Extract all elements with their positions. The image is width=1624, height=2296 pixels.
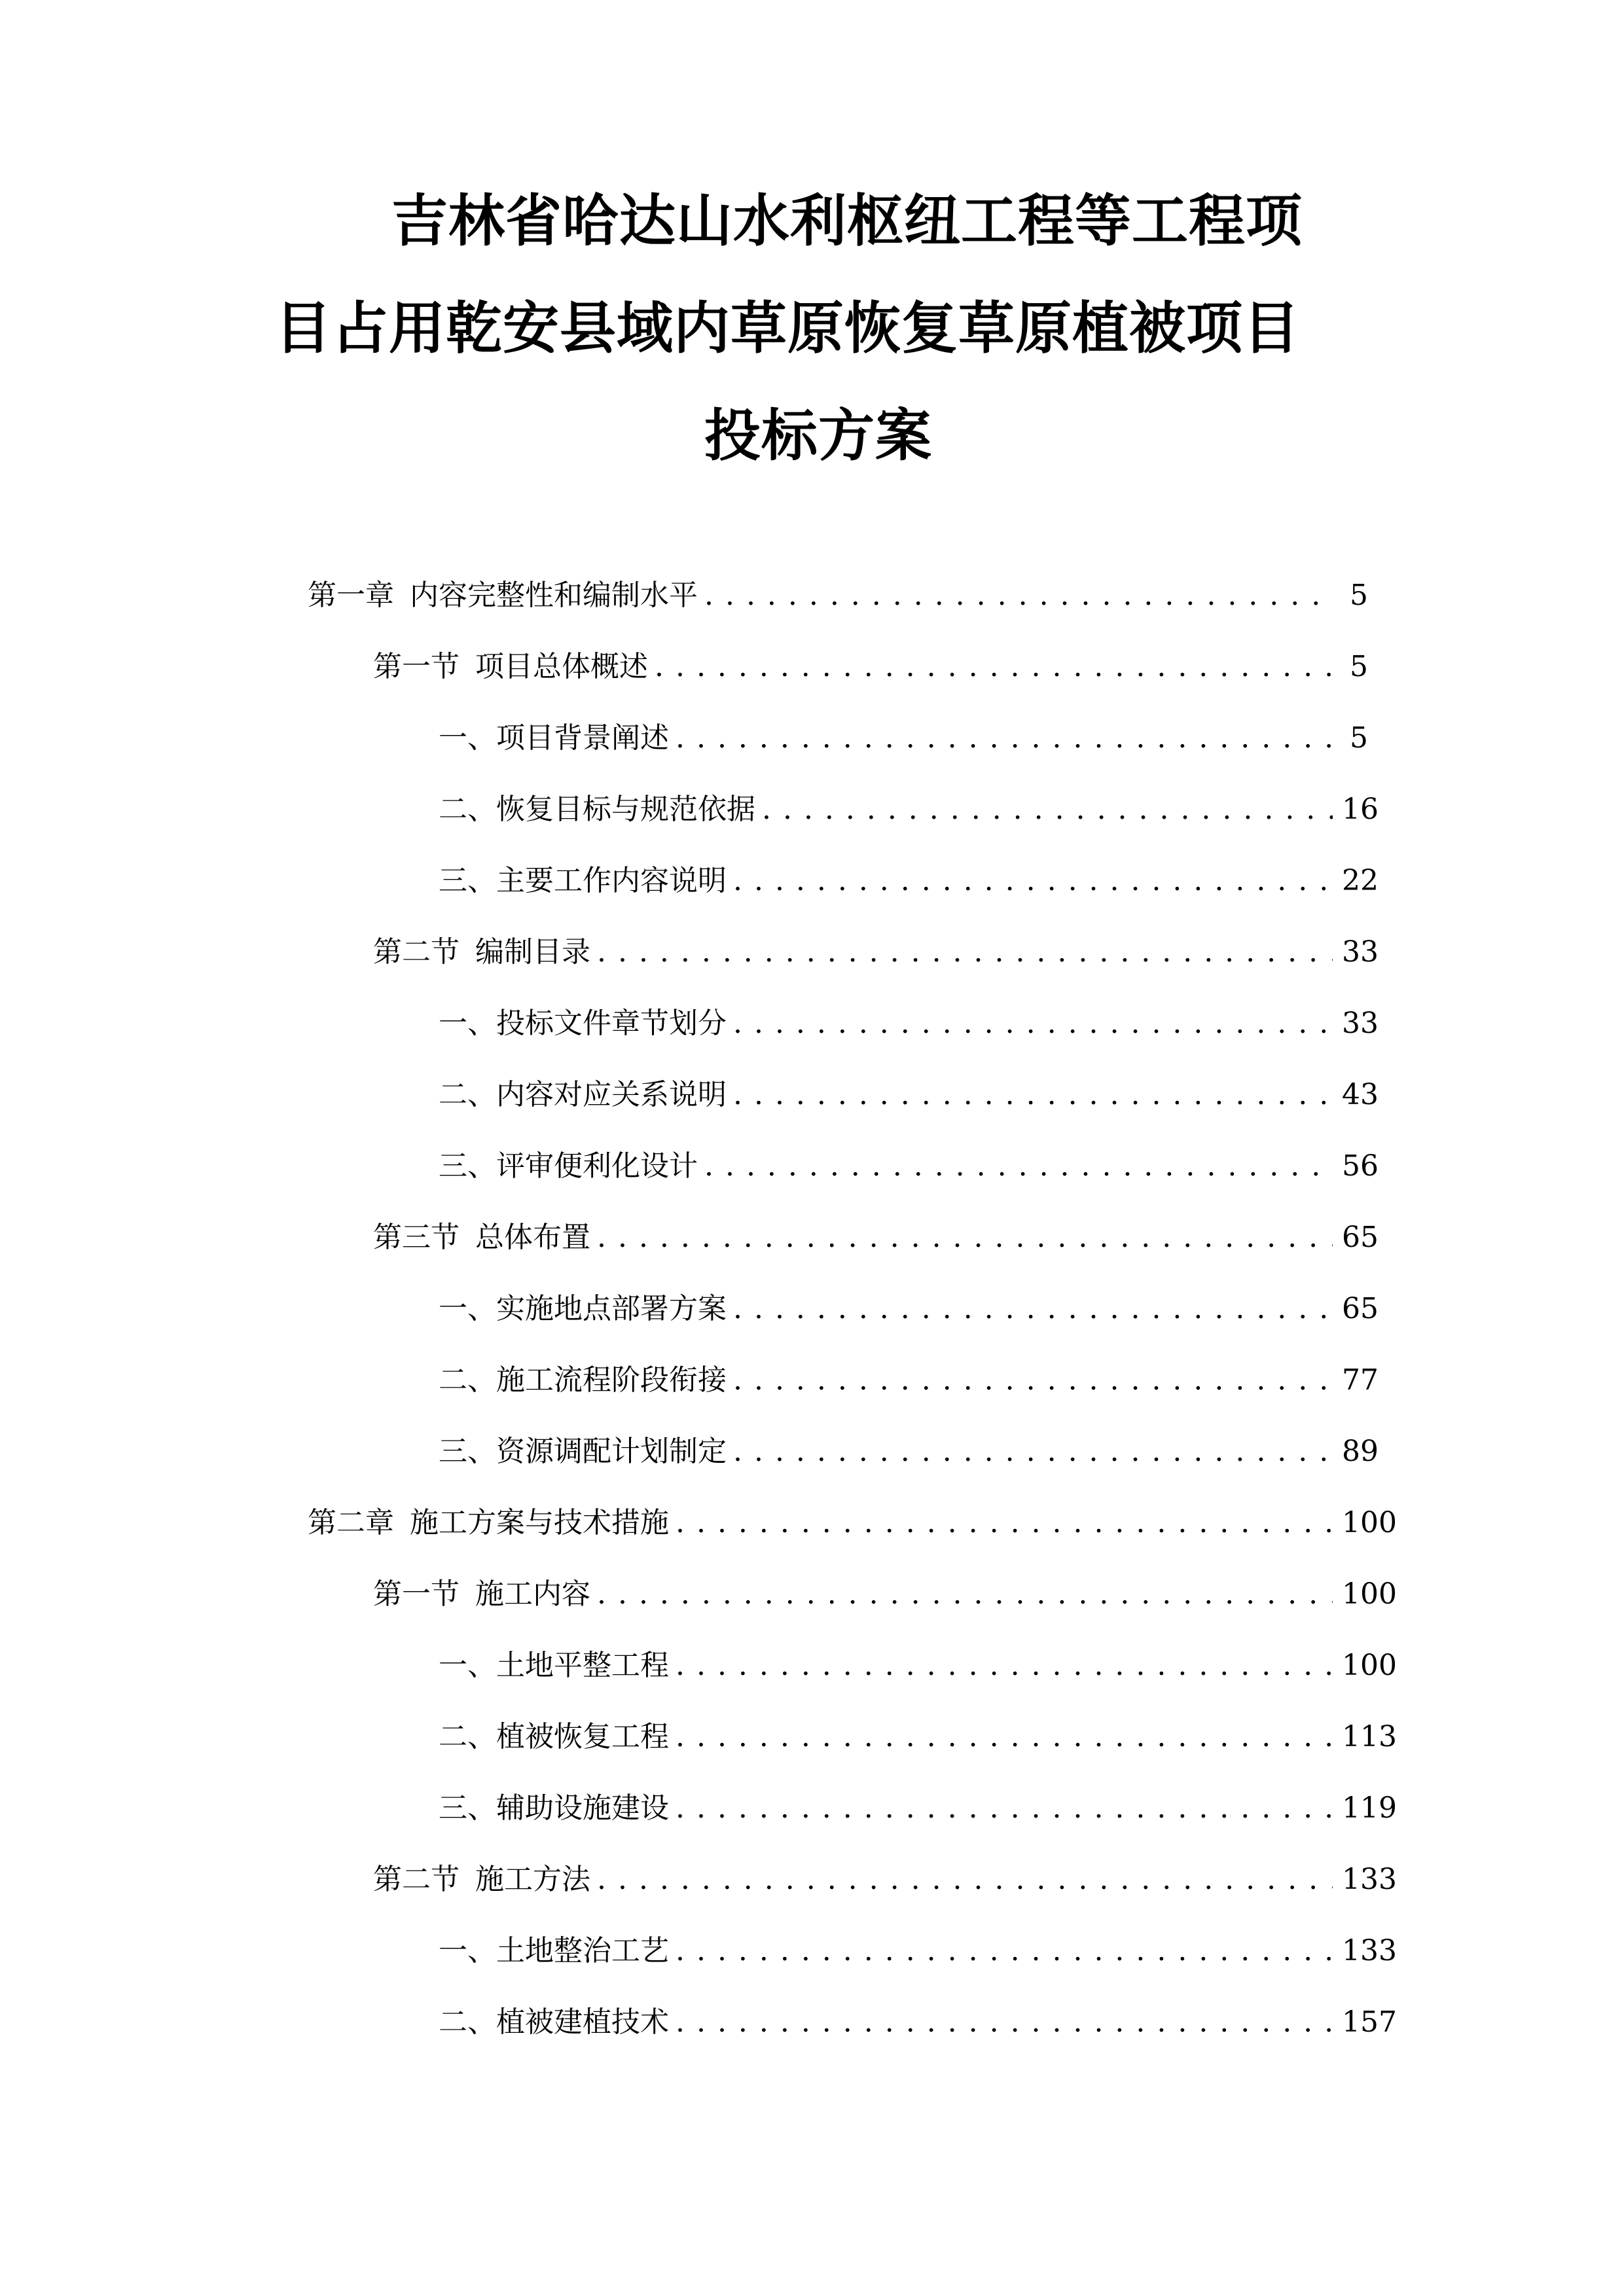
- toc-entry[interactable]: [308, 560, 1368, 631]
- toc-entry-page-number: 133: [1342, 1862, 1397, 1896]
- toc-entry-number: 二、: [439, 1719, 496, 1753]
- toc-entry[interactable]: [308, 1915, 1397, 1986]
- toc-entry-page-number: 5: [1350, 649, 1368, 683]
- toc-entry-title: 植被建植技术: [496, 2005, 669, 2039]
- toc-entry-number: 二、: [439, 792, 496, 826]
- toc-dot-leader: [676, 1646, 1333, 1685]
- toc-dot-leader: [733, 1289, 1333, 1329]
- toc-entry[interactable]: [308, 1701, 1397, 1772]
- toc-dot-leader: [597, 1218, 1333, 1257]
- toc-dot-leader: [676, 1717, 1333, 1757]
- toc-entry-title: 施工方法: [475, 1862, 590, 1896]
- toc-entry-number: 一、: [439, 1006, 496, 1040]
- toc-dot-leader: [676, 1503, 1333, 1543]
- toc-entry-number: 第一节: [373, 649, 460, 683]
- toc-entry-number: 二、: [439, 1077, 496, 1111]
- toc-dot-leader: [733, 1432, 1333, 1471]
- toc-dot-leader: [597, 1575, 1333, 1614]
- toc-entry[interactable]: [308, 1986, 1397, 2058]
- toc-entry-number: 三、: [439, 1791, 496, 1825]
- toc-entry-page-number: 113: [1342, 1719, 1397, 1753]
- toc-entry-number: 三、: [439, 1434, 496, 1468]
- toc-entry-number: 第一章: [308, 578, 394, 612]
- toc-entry-title: 投标文件章节划分: [496, 1006, 727, 1040]
- toc-entry[interactable]: [308, 1772, 1397, 1844]
- toc-entry[interactable]: [308, 916, 1379, 988]
- toc-entry[interactable]: [308, 1630, 1397, 1701]
- toc-entry-page-number: 43: [1342, 1077, 1379, 1111]
- toc-entry-page-number: 100: [1342, 1505, 1397, 1539]
- toc-dot-leader: [704, 1147, 1333, 1186]
- toc-dot-leader: [733, 861, 1333, 901]
- toc-entry[interactable]: [308, 1202, 1379, 1273]
- toc-entry-title: 资源调配计划制定: [496, 1434, 727, 1468]
- toc-entry-title: 植被恢复工程: [496, 1719, 669, 1753]
- toc-entry-page-number: 33: [1342, 1006, 1379, 1040]
- toc-entry-number: 一、: [439, 1933, 496, 1967]
- toc-entry[interactable]: [308, 1844, 1397, 1915]
- toc-dot-leader: [655, 647, 1333, 687]
- toc-entry-number: 第二节: [373, 1862, 460, 1896]
- toc-entry-page-number: 65: [1342, 1291, 1379, 1325]
- toc-entry-number: 一、: [439, 721, 496, 755]
- title-line-1: 吉林省哈达山水利枢纽工程等工程项: [391, 188, 1303, 254]
- toc-entry-page-number: 157: [1342, 2005, 1397, 2039]
- toc-entry-number: 一、: [439, 1291, 496, 1325]
- toc-dot-leader: [676, 1789, 1333, 1828]
- toc-entry-title: 总体布置: [475, 1220, 590, 1254]
- toc-entry-title: 辅助设施建设: [496, 1791, 669, 1825]
- title-line-2: 目占用乾安县域内草原恢复草原植被项目: [275, 296, 1300, 361]
- toc-entry[interactable]: [308, 1059, 1379, 1130]
- toc-entry-number: 三、: [439, 863, 496, 897]
- toc-entry-number: 一、: [439, 1648, 496, 1682]
- toc-entry[interactable]: [308, 1344, 1379, 1416]
- toc-dot-leader: [676, 2003, 1333, 2042]
- toc-entry-number: 二、: [439, 2005, 496, 2039]
- toc-dot-leader: [733, 1004, 1333, 1043]
- toc-entry[interactable]: [308, 1487, 1397, 1558]
- toc-entry-title: 土地整治工艺: [496, 1933, 669, 1967]
- document-title: [268, 188, 1368, 515]
- title-line-3: 投标方案: [704, 403, 932, 469]
- toc-entry-page-number: 16: [1342, 792, 1379, 826]
- toc-entry-title: 施工内容: [475, 1577, 590, 1611]
- toc-entry-page-number: 33: [1342, 935, 1379, 969]
- toc-entry-number: 第二节: [373, 935, 460, 969]
- toc-entry-title: 主要工作内容说明: [496, 863, 727, 897]
- toc-dot-leader: [704, 576, 1333, 615]
- toc-entry-page-number: 65: [1342, 1220, 1379, 1254]
- toc-entry[interactable]: [308, 702, 1368, 774]
- toc-entry-title: 内容完整性和编制水平: [410, 578, 698, 612]
- toc-entry[interactable]: [308, 845, 1379, 916]
- toc-entry-title: 内容对应关系说明: [496, 1077, 727, 1111]
- toc-entry[interactable]: [308, 988, 1379, 1059]
- toc-entry-page-number: 100: [1342, 1648, 1397, 1682]
- toc-entry-page-number: 119: [1342, 1791, 1397, 1825]
- toc-dot-leader: [597, 933, 1333, 972]
- toc-entry[interactable]: [308, 1558, 1397, 1630]
- toc-dot-leader: [733, 1361, 1333, 1400]
- toc-entry-page-number: 89: [1342, 1434, 1379, 1468]
- toc-entry-page-number: 77: [1342, 1363, 1379, 1397]
- table-of-contents: [308, 560, 1397, 2058]
- toc-entry[interactable]: [308, 1273, 1379, 1344]
- toc-entry-page-number: 56: [1342, 1149, 1379, 1183]
- toc-entry-title: 施工方案与技术措施: [410, 1505, 669, 1539]
- toc-entry-title: 项目总体概述: [475, 649, 648, 683]
- toc-entry-number: 二、: [439, 1363, 496, 1397]
- toc-entry-title: 项目背景阐述: [496, 721, 669, 755]
- toc-entry-page-number: 100: [1342, 1577, 1397, 1611]
- toc-entry[interactable]: [308, 631, 1368, 702]
- toc-entry[interactable]: [308, 1416, 1379, 1487]
- toc-entry-page-number: 22: [1342, 863, 1379, 897]
- toc-entry-title: 施工流程阶段衔接: [496, 1363, 727, 1397]
- toc-dot-leader: [762, 790, 1333, 829]
- toc-entry-page-number: 133: [1342, 1933, 1397, 1967]
- toc-entry-title: 编制目录: [475, 935, 590, 969]
- toc-dot-leader: [733, 1075, 1333, 1115]
- toc-entry-title: 评审便利化设计: [496, 1149, 698, 1183]
- toc-entry-number: 第一节: [373, 1577, 460, 1611]
- toc-entry[interactable]: [308, 774, 1379, 845]
- toc-entry-number: 三、: [439, 1149, 496, 1183]
- toc-entry[interactable]: [308, 1130, 1379, 1202]
- toc-dot-leader: [676, 719, 1333, 758]
- toc-entry-title: 恢复目标与规范依据: [496, 792, 755, 826]
- toc-entry-title: 土地平整工程: [496, 1648, 669, 1682]
- toc-dot-leader: [597, 1860, 1333, 1899]
- toc-entry-number: 第二章: [308, 1505, 394, 1539]
- toc-entry-number: 第三节: [373, 1220, 460, 1254]
- toc-entry-title: 实施地点部署方案: [496, 1291, 727, 1325]
- toc-dot-leader: [676, 1931, 1333, 1971]
- toc-entry-page-number: 5: [1350, 578, 1368, 612]
- toc-entry-page-number: 5: [1350, 721, 1368, 755]
